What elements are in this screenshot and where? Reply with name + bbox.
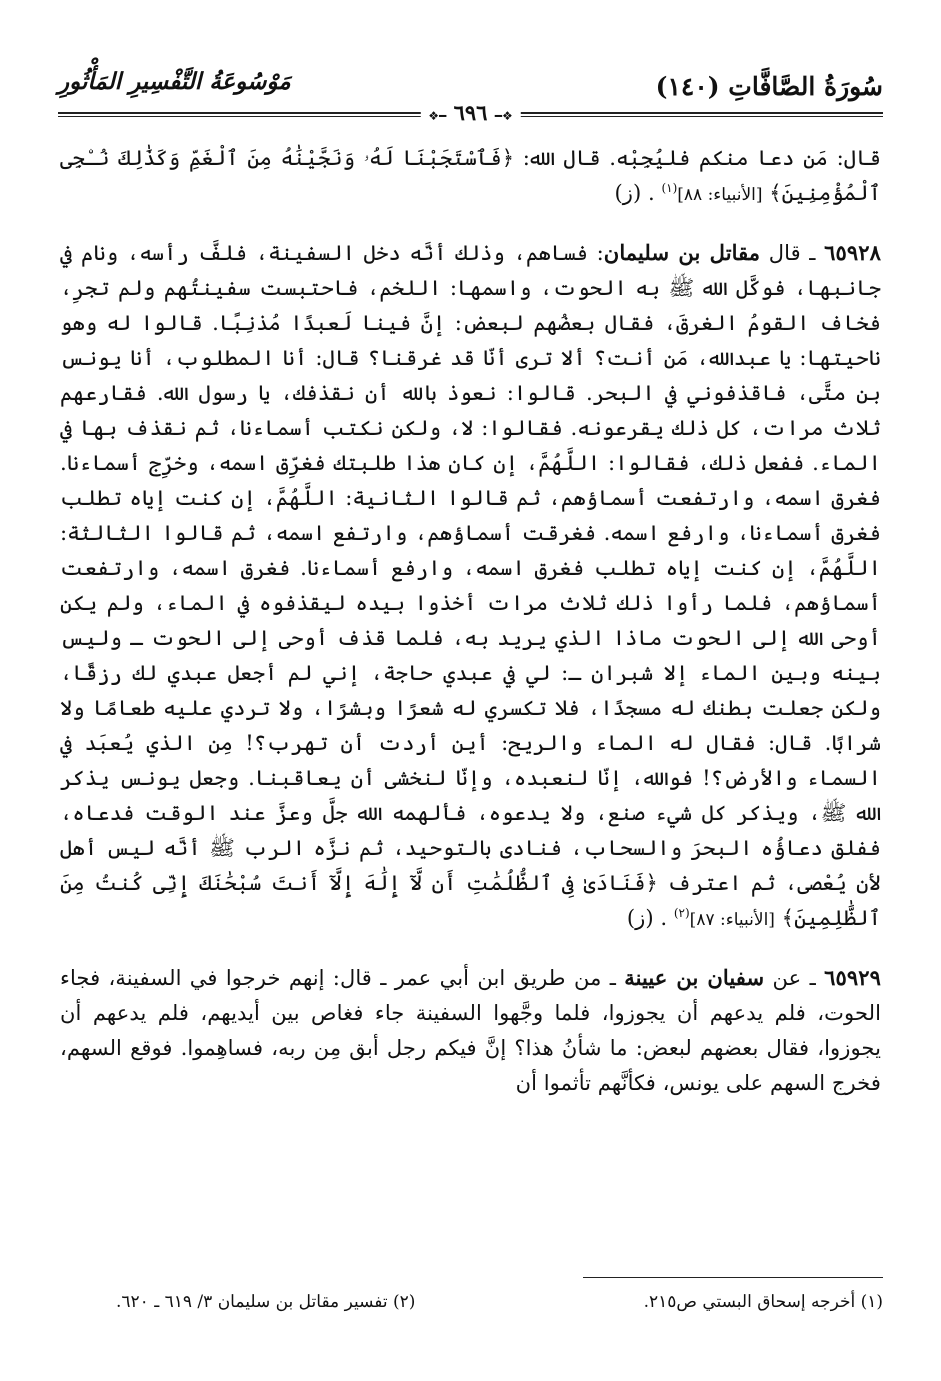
footnote-rule	[583, 1277, 883, 1278]
narrator-name: سفيان بن عيينة	[624, 965, 765, 990]
paragraph-65929	[60, 960, 881, 1100]
paragraph-text: : فساهم، وذلك أنَّه دخل السفينة، فلفَّ رأسه، ونام في جانبها، فوكَّل الله ﷺ به الحوت، واسمها: اللخم، فاحتبست سفينتُهم ولم تجرِ، فخاف القومُ الغرقَ، فقال بعضُهم لبعض: إنَّ فينا لَعبدًا مُذنِبًا. قالوا له وهو ناحيتها: يا عبدالله، مَن أنت؟ ألا ترى أنّا قد غرقنا؟ قال: أنا المطلوب، أنا يونس بن متَّى، فاقذفوني في البحر. قالوا: نعوذ بالله أن نقذفك، يا رسول الله. فقارعهم ثلاث مرات، كل ذلك يقرعونه. فقالوا: لا، ولكن نكتب أسماءنا، ثم نقذف بها في الماء. ففعل ذلك، فقالوا: اللَّهُمَّ، إن كان هذا طلبتك فغرِّق اسمه، وخرِّج أسماءنا. فغرق اسمه، وارتفعت أسماؤهم، ثم قالوا الثانية: اللَّهُمَّ، إن كنت إياه تطلب فغرق أسماءنا، وارفع اسمه. فغرقت أسماؤهم، وارتفع اسمه، ثم قالوا الثالثة: اللَّهُمَّ، إن كنت إياه تطلب فغرق اسمه، وارفع أسماءنا. فغرق اسمه، وارتفعت أسماؤهم، فلما رأوا ذلك ثلاث مرات أخذوا بيده ليقذفوه في الماء، ولم يكن أوحى الله إلى الحوت ماذا الذي يريد به، فلما قذف أوحى إلى الحوت ـ وليس بينه وبين الماء إلا شبران ـ: لي في عبدي حاجة، إني لم أجعل عبدي لك رزقًا، ولكن جعلت بطنك له مسجدًا، فلا تكسري له شعرًا وبشرًا، ولا تردي عليه طعامًا ولا شرابًا. قال: فقال له الماء والريح: أين أردت أن تهرب؟! مِن الذي يُعبَد في السماء والأرض؟! فوالله، إنّا لنعبده، وإنّا لنخشى أن يعاقبنا. وجعل يونس يذكر الله ﷺ، ويذكر كل شيء صنع، ولا يدعوه، فألهمه الله جلَّ وعزَّ عند الوقت فدعاه، ففلق دعاؤُه البحرَ والسحاب، فنادى بالتوحيد، ثم نزَّه الرب ﷺ أنَّه ليس أهل لأن يُعْصى، ثم اعترف ﴿فَنَادَىٰ فِى ٱلظُّلُمَٰتِ أَن لَّآ إِلَٰهَ إِلَّآ أَنتَ سُبْحَٰنَكَ إِنِّى كُنتُ مِنَ ٱلظَّٰلِمِينَ﴾	[60, 240, 881, 930]
paragraph-text: ـ من طريق ابن أبي عمر ـ قال: إنهم خرجوا في السفينة، فجاء الحوت، فلم يدعهم أن يجوزوا، فلما وجَّهوا السفينة جاء فغاص بين أيديهم، فلم يدعهم أن يجوزوا، فقال بعضهم لبعض: ما شأنُ هذا؟ إنَّ فيكم رجل أبق مِن ربه، فساهِموا. فوقع السهم، فخرج السهم على يونس، فكأنَّهم تأثموا أن	[60, 965, 881, 1095]
footnote-1: (١) أخرجه إسحاق البستي ص٢١٥.	[643, 1292, 883, 1312]
narration-number: ٦٥٩٢٩	[824, 965, 881, 990]
series-title: مَوْسُوعَةُ التَّفْسِيرِ المَأْثُورِ	[58, 68, 291, 95]
footnote-2: (٢) تفسير مقاتل بن سليمان ٣/ ٦١٩ ـ ٦٢٠.	[116, 1292, 416, 1312]
narration-lead: ـ عن	[764, 965, 825, 990]
paragraph-65928	[60, 235, 881, 938]
sura-title: سُورَةُ الصَّافَّاتِ (١٤٠)	[655, 72, 883, 101]
page-number-text: ٦٩٦	[453, 100, 488, 125]
page-header	[58, 64, 883, 125]
paragraph-text: قال: مَن دعا منكم فليُجِبْه. قال الله: ﴿فَٱسْتَجَبْنَا لَهُۥ وَنَجَّيْنَٰهُ مِنَ ٱلْغَمِّ وَكَذَٰلِكَ نُـۨجِى ٱلْمُؤْمِنِينَ﴾	[60, 145, 881, 205]
ornament-icon: ━❖	[428, 109, 447, 123]
ornament-icon: ❖━	[494, 109, 513, 123]
header-rule-right	[518, 112, 883, 117]
paragraph-tail: . (ز)	[614, 180, 655, 205]
quran-reference: [الأنبياء: ٨٨]	[677, 185, 763, 205]
paragraph-1	[60, 140, 881, 213]
quran-reference: [الأنبياء: ٨٧]	[689, 910, 775, 930]
footnote-marker[interactable]: (٢)	[673, 905, 690, 920]
narration-number: ٦٥٩٢٨	[824, 240, 881, 265]
main-text	[60, 140, 881, 1100]
footnote-marker[interactable]: (١)	[661, 180, 678, 195]
narration-lead: ـ قال	[760, 240, 825, 265]
header-rule-left	[58, 112, 423, 117]
page-number	[420, 100, 520, 125]
narrator-name: مقاتل بن سليمان	[603, 240, 761, 265]
paragraph-tail: . (ز)	[626, 905, 668, 930]
